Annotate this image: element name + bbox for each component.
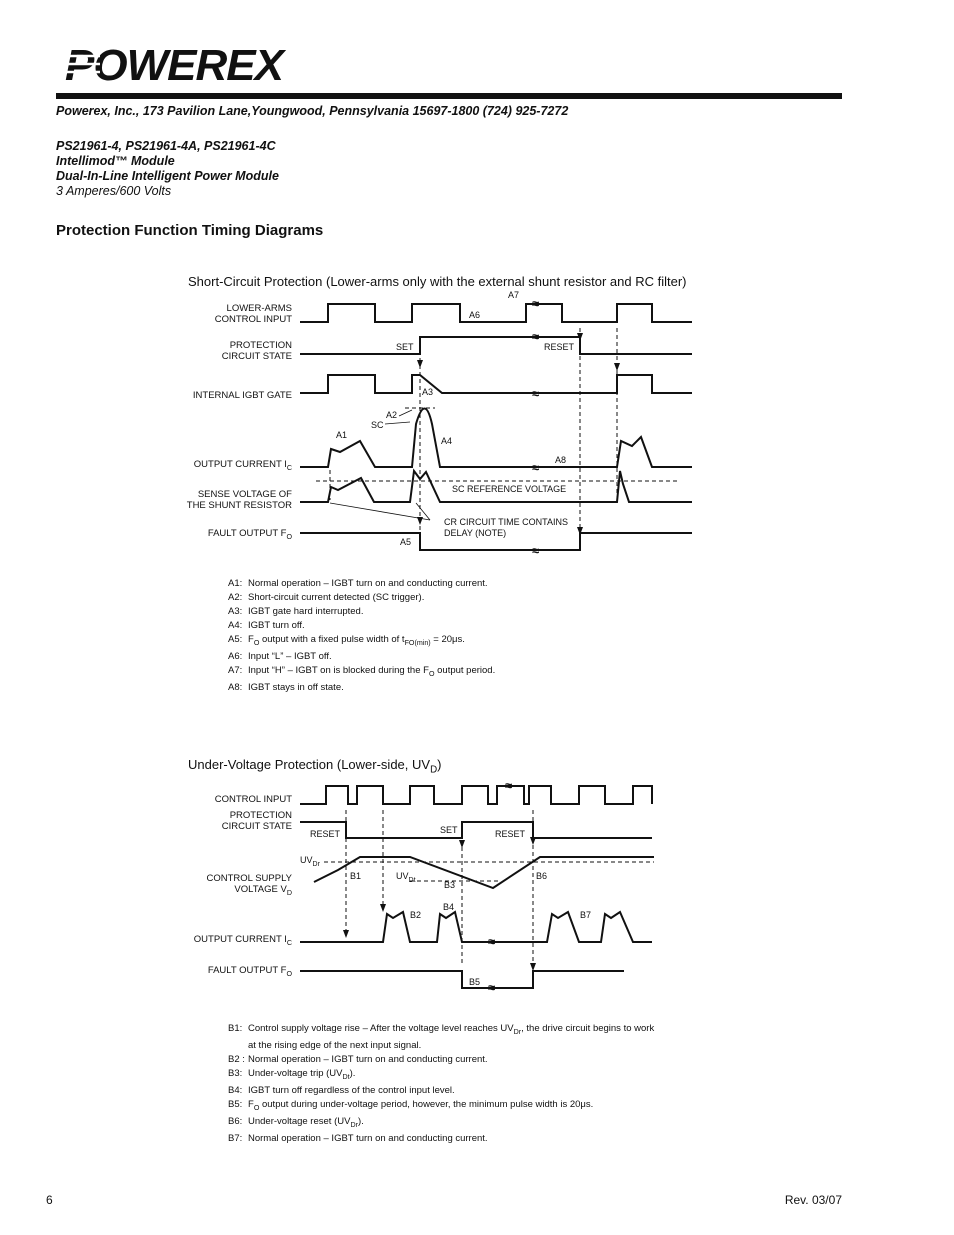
note-row: A8: IGBT stays in off state.	[228, 681, 344, 693]
uv-b6-label: B6	[536, 871, 548, 881]
sc-a7-label: A7	[508, 290, 520, 300]
note-row: at the rising edge of the next input signal.	[248, 1039, 422, 1051]
uv-notes	[228, 1022, 654, 1146]
uv-label-fault-output: FAULT OUTPUT $F_O$	[207, 965, 292, 978]
uv-b5-label: B5	[469, 977, 481, 987]
uv-diagram-title: Under-Voltage Protection (Lower-side, $UV_D$)	[188, 757, 442, 776]
product-line: Intellimod™ Module	[56, 154, 175, 168]
sc-a2-label: A2	[386, 410, 398, 420]
sc-label-protection-state: PROTECTION CIRCUIT STATE	[221, 340, 292, 362]
sc-set-label: SET	[396, 342, 414, 352]
note-row: B3: Under-voltage trip $(UV_{Dt})$.	[228, 1067, 356, 1081]
uv-b1-label: B1	[350, 871, 362, 881]
sc-reference-label: SC REFERENCE VOLTAGE	[452, 484, 567, 494]
logo-text: POWEREX	[65, 41, 283, 88]
break-mark: ≈	[505, 778, 513, 793]
sc-a5-label: A5	[400, 537, 412, 547]
uv-supply-voltage-wave	[314, 857, 654, 888]
note-row: A1: Normal operation – IGBT turn on and conducting current.	[228, 578, 488, 589]
note-row: B2 : Normal operation – IGBT turn on and conducting current.	[228, 1053, 488, 1065]
sc-label-sense-voltage: SENSE VOLTAGE OF THE SHUNT RESISTOR	[186, 489, 292, 511]
note-row: A4: IGBT turn off.	[228, 620, 305, 631]
uv-set-label: SET	[440, 825, 458, 835]
break-mark: ≈	[532, 386, 540, 401]
note-row: A2: Short-circuit current detected (SC trigger).	[228, 592, 425, 603]
sc-cr-label-2: DELAY (NOTE)	[444, 528, 507, 538]
revision: Rev. 03/07	[784, 1193, 842, 1207]
sc-cr-label-1: CR CIRCUIT TIME CONTAINS	[444, 517, 569, 527]
uv-label-output-current: OUTPUT CURRENT $I_C$	[193, 934, 292, 947]
part-numbers: PS21961-4, PS21961-4A, PS21961-4C	[56, 139, 276, 153]
uv-control-input-wave	[300, 786, 652, 804]
sc-diagram-title: Short-Circuit Protection (Lower-arms only with the external shunt resistor and RC filter)	[188, 274, 687, 289]
company-address: Powerex, Inc., 173 Pavilion Lane,Youngwood, Pennsylvania 15697-1800 (724) 925-7272	[56, 104, 569, 118]
page-number: 6	[46, 1193, 53, 1207]
sc-igbt-gate-wave	[300, 375, 692, 393]
break-mark: ≈	[488, 934, 496, 949]
sc-a1-label: A1	[336, 430, 348, 440]
sc-sc-label: SC	[371, 420, 384, 430]
uv-reset-label-2: RESET	[495, 829, 526, 839]
break-mark: ≈	[532, 460, 540, 475]
note-row: B5: $F_O$ output during under-voltage period, however, the minimum pulse width is 20μs.	[228, 1098, 594, 1112]
uv-output-current-wave	[300, 912, 652, 942]
note-row: B6: Under-voltage reset $(UV_{Dr})$.	[228, 1115, 364, 1129]
uv-b2-label: B2	[410, 910, 422, 920]
sc-a3-label: A3	[422, 387, 434, 397]
sc-label-output-current: OUTPUT CURRENT $I_C$	[193, 459, 292, 472]
uv-label-supply-voltage: CONTROL SUPPLY VOLTAGE $V_D$	[206, 873, 292, 897]
uv-dt-label: $UV_{Dt}$	[396, 871, 416, 884]
sc-control-input-wave	[300, 304, 692, 322]
sc-output-current-wave	[300, 409, 692, 468]
sc-a8-label: A8	[555, 455, 567, 465]
uv-label-control-input: CONTROL INPUT	[214, 794, 292, 805]
break-mark: ≈	[532, 543, 540, 558]
note-row: B4: IGBT turn off regardless of the control input level.	[228, 1084, 455, 1096]
uv-b4-label: B4	[443, 902, 455, 912]
uv-fault-output-wave	[300, 971, 624, 988]
sc-a6-label: A6	[469, 310, 481, 320]
sc-protection-state-wave	[300, 337, 692, 354]
uv-protection-state-wave	[300, 822, 652, 838]
cr-pointer-line	[330, 503, 430, 520]
break-mark: ≈	[532, 296, 540, 311]
uv-reset-label-1: RESET	[310, 829, 341, 839]
sc-a4-label: A4	[441, 436, 453, 446]
section-title: Protection Function Timing Diagrams	[56, 222, 324, 239]
break-mark: ≈	[488, 980, 496, 995]
uv-dr-label: $UV_{Dr}$	[300, 855, 320, 868]
sc-label-igbt-gate: INTERNAL IGBT GATE	[192, 390, 292, 401]
uv-label-protection-state: PROTECTION CIRCUIT STATE	[221, 810, 292, 832]
note-row: B7: Normal operation – IGBT turn on and conducting current.	[228, 1132, 488, 1144]
sc-reset-label: RESET	[544, 342, 575, 352]
note-row: A5: $F_O$ output with a fixed pulse width of $t_{FO(min)} = 20\mu s$.	[228, 634, 465, 647]
break-mark: ≈	[532, 329, 540, 344]
uv-timing-diagram	[0, 740, 954, 1000]
sc-notes	[228, 577, 495, 695]
uv-b7-label: B7	[580, 910, 592, 920]
sc-label-control-input: LOWER-ARMS CONTROL INPUT	[214, 303, 292, 325]
note-row: A7: Input “H” – IGBT on is blocked during the $F_O$ output period.	[228, 664, 496, 678]
sc-label-fault-output: FAULT OUTPUT $F_O$	[207, 528, 292, 541]
product-type: Dual-In-Line Intelligent Power Module	[56, 169, 279, 183]
rating: 3 Amperes/600 Volts	[56, 184, 172, 198]
note-row: B1: Control supply voltage rise – After the voltage level reaches $UV_{Dr}$, the drive circuit begins to work	[228, 1023, 655, 1036]
note-row: A6: Input “L” – IGBT off.	[228, 650, 332, 662]
uv-b3-label: B3	[444, 880, 456, 890]
note-row: A3: IGBT gate hard interrupted.	[228, 606, 364, 617]
